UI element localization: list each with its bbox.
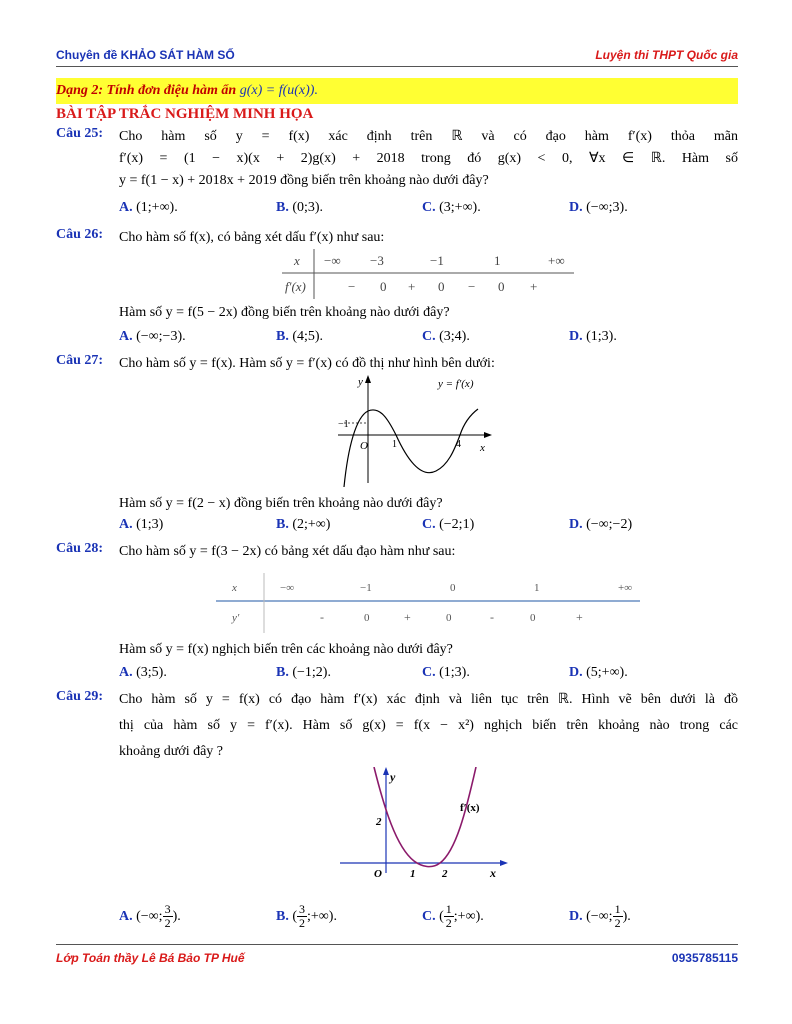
- page-footer: [56, 951, 738, 965]
- option-d-label: D.: [569, 329, 583, 344]
- option-d-label: D.: [569, 200, 583, 215]
- table-cell: +∞: [548, 253, 565, 268]
- tick-label: 2: [442, 868, 448, 877]
- fraction: [163, 903, 173, 930]
- header-rule: [56, 66, 738, 67]
- sign-table-svg: [282, 249, 574, 299]
- option-d-label: D.: [569, 665, 583, 680]
- denominator: 2: [164, 916, 171, 931]
- question-text-line: y = f(1 − x) + 2018x + 2019 đồng biến trên khoảng nào dưới đây?: [119, 173, 489, 188]
- question-text-line: Hàm số y = f(x) nghịch biến trên các khoảng nào dưới đây?: [119, 642, 453, 657]
- question-text-line: Cho hàm số y = f(x) xác định trên ℝ và có đạo hàm f′(x) thỏa mãn: [119, 129, 738, 144]
- question-text-line: Cho hàm số y = f(3 − 2x) có bảng xét dấu đạo hàm như sau:: [119, 544, 456, 559]
- question-label: Câu 28:: [56, 541, 104, 556]
- table-cell: −1: [360, 582, 372, 594]
- option-d-value: (−∞;−2): [586, 517, 633, 532]
- option-a-post: ).: [172, 909, 181, 924]
- banner-title: Dạng 2: Tính đơn điệu hàm ẩn: [56, 83, 237, 98]
- table-cell: f′(x): [285, 279, 306, 294]
- option-a-value: (1;+∞).: [136, 200, 178, 215]
- denominator: 2: [299, 916, 306, 931]
- table-cell: 0: [446, 612, 452, 624]
- fraction: [613, 903, 623, 930]
- table-cell: 1: [494, 253, 501, 268]
- option-b-value: (4;5).: [292, 329, 324, 344]
- answer-options: [119, 665, 738, 685]
- tick-label: 4: [456, 439, 461, 450]
- option-b-label: B.: [276, 517, 289, 532]
- option-a-label: A.: [119, 200, 133, 215]
- question-label: Câu 26:: [56, 227, 104, 242]
- option-b-label: B.: [276, 665, 289, 680]
- table-cell: 0: [364, 612, 370, 624]
- derivative-graph: [340, 767, 510, 877]
- x-axis-label: x: [490, 866, 496, 877]
- table-cell: −: [348, 279, 356, 294]
- origin-label: O: [360, 440, 368, 452]
- table-cell: -: [490, 610, 494, 624]
- table-cell: +: [404, 610, 411, 624]
- footer-left: Lớp Toán thầy Lê Bá Bảo TP Huế: [56, 951, 245, 965]
- table-cell: 0: [380, 279, 387, 294]
- table-cell: −∞: [324, 253, 341, 268]
- option-a-label: A.: [119, 329, 133, 344]
- option-d-value: (5;+∞).: [586, 665, 628, 680]
- section-title: BÀI TẬP TRẮC NGHIỆM MINH HỌA: [56, 106, 314, 122]
- question-label: Câu 29:: [56, 689, 104, 704]
- option-a-label: A.: [119, 517, 133, 532]
- numerator: 3: [164, 902, 171, 917]
- option-a-label: A.: [119, 909, 133, 924]
- option-a-value: (1;3): [136, 517, 164, 532]
- table-cell: 0: [438, 279, 445, 294]
- table-cell: -: [320, 610, 324, 624]
- table-cell: 1: [534, 582, 540, 594]
- tick-label: 1: [410, 868, 416, 877]
- question-text-line: Cho hàm số f(x), có bảng xét dấu f′(x) như sau:: [119, 230, 385, 245]
- table-cell: −1: [430, 253, 444, 268]
- graph-svg: [340, 767, 510, 877]
- fraction: [297, 903, 307, 930]
- answer-options: [119, 899, 738, 935]
- option-a-pre: (−∞;: [136, 909, 163, 924]
- numerator: 3: [299, 902, 306, 917]
- table-cell: 0: [450, 582, 456, 594]
- curve-label: y = f′(x): [438, 378, 474, 390]
- option-c-value: (3;+∞).: [439, 200, 481, 215]
- option-a-value: (3;5).: [136, 665, 167, 680]
- option-b-label: B.: [276, 909, 289, 924]
- page-header: [56, 48, 738, 62]
- graph-svg: [336, 375, 496, 487]
- option-d-pre: (−∞;: [586, 909, 613, 924]
- option-d-value: (1;3).: [586, 329, 617, 344]
- option-d-post: ).: [622, 909, 631, 924]
- option-b-value: (−1;2).: [292, 665, 331, 680]
- table-cell: 0: [530, 612, 536, 624]
- sign-table: [216, 573, 640, 633]
- table-cell: +∞: [618, 582, 633, 594]
- table-cell: −: [468, 279, 476, 294]
- y-axis-label: y: [390, 770, 396, 784]
- answer-options: [119, 329, 738, 349]
- derivative-graph: [336, 375, 496, 487]
- numerator: 1: [614, 902, 621, 917]
- question-text-line: f′(x) = (1 − x)(x + 2)g(x) + 2018 trong đó g(x) < 0, ∀x ∈ ℝ. Hàm số: [119, 151, 738, 166]
- option-d-label: D.: [569, 909, 583, 924]
- origin-label: O: [374, 868, 382, 877]
- question-label: Câu 27:: [56, 353, 104, 368]
- option-b-value: (0;3).: [292, 200, 324, 215]
- y-axis-label: y: [358, 376, 363, 388]
- denominator: 2: [445, 916, 452, 931]
- option-c-post: ;+∞).: [453, 909, 484, 924]
- table-cell: x: [294, 253, 300, 268]
- table-cell: x: [232, 582, 237, 594]
- sign-table-svg: [216, 573, 640, 633]
- option-a-label: A.: [119, 665, 133, 680]
- option-d-label: D.: [569, 517, 583, 532]
- x-axis-label: x: [480, 442, 485, 454]
- option-b-post: ;+∞).: [307, 909, 337, 924]
- fraction: [444, 903, 454, 930]
- option-a-value: (−∞;−3).: [136, 329, 186, 344]
- question-text-line: thị của hàm số y = f′(x). Hàm số g(x) = f(x − x²) nghịch biến trên khoảng nào trong các: [119, 718, 738, 733]
- table-cell: +: [408, 279, 416, 294]
- question-text-line: Cho hàm số y = f(x) có đạo hàm f′(x) xác định và liên tục trên ℝ. Hình vẽ bên dưới là đồ: [119, 692, 738, 707]
- option-c-label: C.: [422, 909, 436, 924]
- option-b-label: B.: [276, 200, 289, 215]
- table-cell: +: [576, 610, 583, 624]
- option-c-label: C.: [422, 329, 436, 344]
- denominator: 2: [614, 916, 621, 931]
- header-left: Chuyên đề KHẢO SÁT HÀM SỐ: [56, 48, 235, 62]
- question-text-line: Hàm số y = f(5 − 2x) đồng biến trên khoảng nào dưới đây?: [119, 305, 450, 320]
- option-c-label: C.: [422, 665, 436, 680]
- option-c-label: C.: [422, 200, 436, 215]
- banner-formula: g(x) = f(u(x)).: [239, 83, 318, 98]
- answer-options: [119, 517, 738, 537]
- numerator: 1: [445, 902, 452, 917]
- option-b-value: (2;+∞): [292, 517, 331, 532]
- option-b-label: B.: [276, 329, 289, 344]
- question-text-line: khoảng dưới đây ?: [119, 744, 224, 759]
- header-right: Luyện thi THPT Quốc gia: [595, 48, 738, 62]
- option-c-value: (−2;1): [439, 517, 475, 532]
- table-cell: y′: [232, 612, 240, 624]
- option-b-pre: (: [292, 909, 298, 924]
- question-label: Câu 25:: [56, 126, 104, 141]
- curve-label: f′(x): [460, 802, 480, 814]
- tick-label: 2: [376, 816, 382, 828]
- question-text-line: Hàm số y = f(2 − x) đồng biến trên khoảng nào dưới đây?: [119, 496, 443, 511]
- tick-label: 1: [392, 439, 397, 450]
- topic-banner: [56, 78, 738, 104]
- table-cell: −∞: [280, 582, 295, 594]
- footer-rule: [56, 944, 738, 945]
- answer-options: [119, 200, 738, 220]
- table-cell: −3: [370, 253, 384, 268]
- table-cell: 0: [498, 279, 505, 294]
- sign-table: [282, 249, 574, 299]
- option-c-pre: (: [439, 909, 444, 924]
- footer-right: 0935785115: [671, 951, 738, 965]
- option-c-label: C.: [422, 517, 436, 532]
- option-d-value: (−∞;3).: [586, 200, 628, 215]
- table-cell: +: [530, 279, 538, 294]
- option-c-value: (3;4).: [439, 329, 470, 344]
- option-c-value: (1;3).: [439, 665, 470, 680]
- question-text-line: Cho hàm số y = f(x). Hàm số y = f′(x) có đồ thị như hình bên dưới:: [119, 356, 495, 371]
- tick-label: −1: [338, 419, 349, 430]
